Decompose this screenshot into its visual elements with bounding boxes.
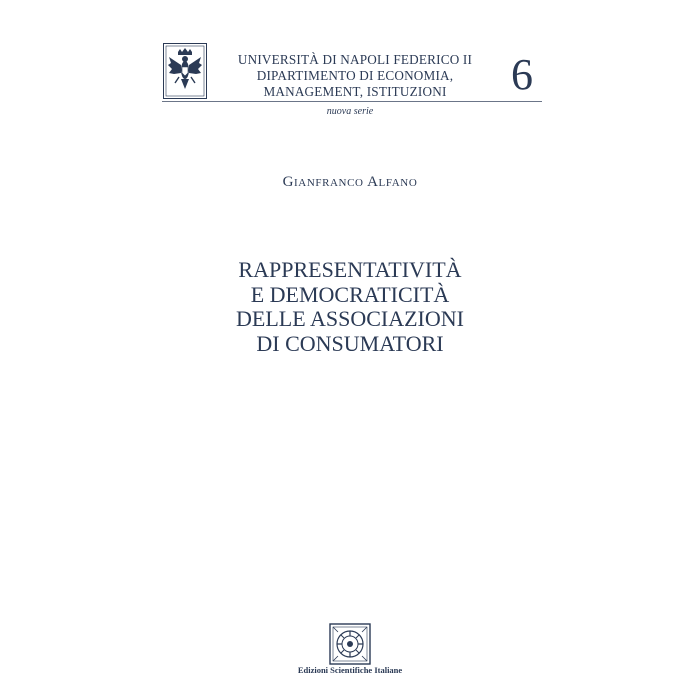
- series-number: 6: [511, 50, 533, 99]
- title-line: DI CONSUMATORI: [256, 330, 444, 356]
- publisher-logo-icon: [328, 622, 372, 666]
- author-name: Gianfranco Alfano: [282, 174, 418, 190]
- title-line: DELLE ASSOCIAZIONI: [236, 306, 464, 331]
- title-line: RAPPRESENTATIVITÀ: [238, 257, 462, 282]
- university-coat-of-arms-icon: [163, 43, 207, 99]
- series-subtitle: nuova serie: [326, 106, 374, 117]
- series-header: [225, 52, 485, 100]
- series-line-department: DIPARTIMENTO DI ECONOMIA,: [256, 68, 454, 83]
- title-line: E DEMOCRATICITÀ: [250, 281, 450, 307]
- publisher-name: Edizioni Scientifiche Italiane: [297, 665, 403, 675]
- book-title: [150, 258, 550, 356]
- header-divider: [162, 101, 542, 102]
- series-line-university: UNIVERSITÀ DI NAPOLI FEDERICO II: [237, 52, 473, 67]
- series-line-institutions: MANAGEMENT, ISTITUZIONI: [263, 84, 447, 99]
